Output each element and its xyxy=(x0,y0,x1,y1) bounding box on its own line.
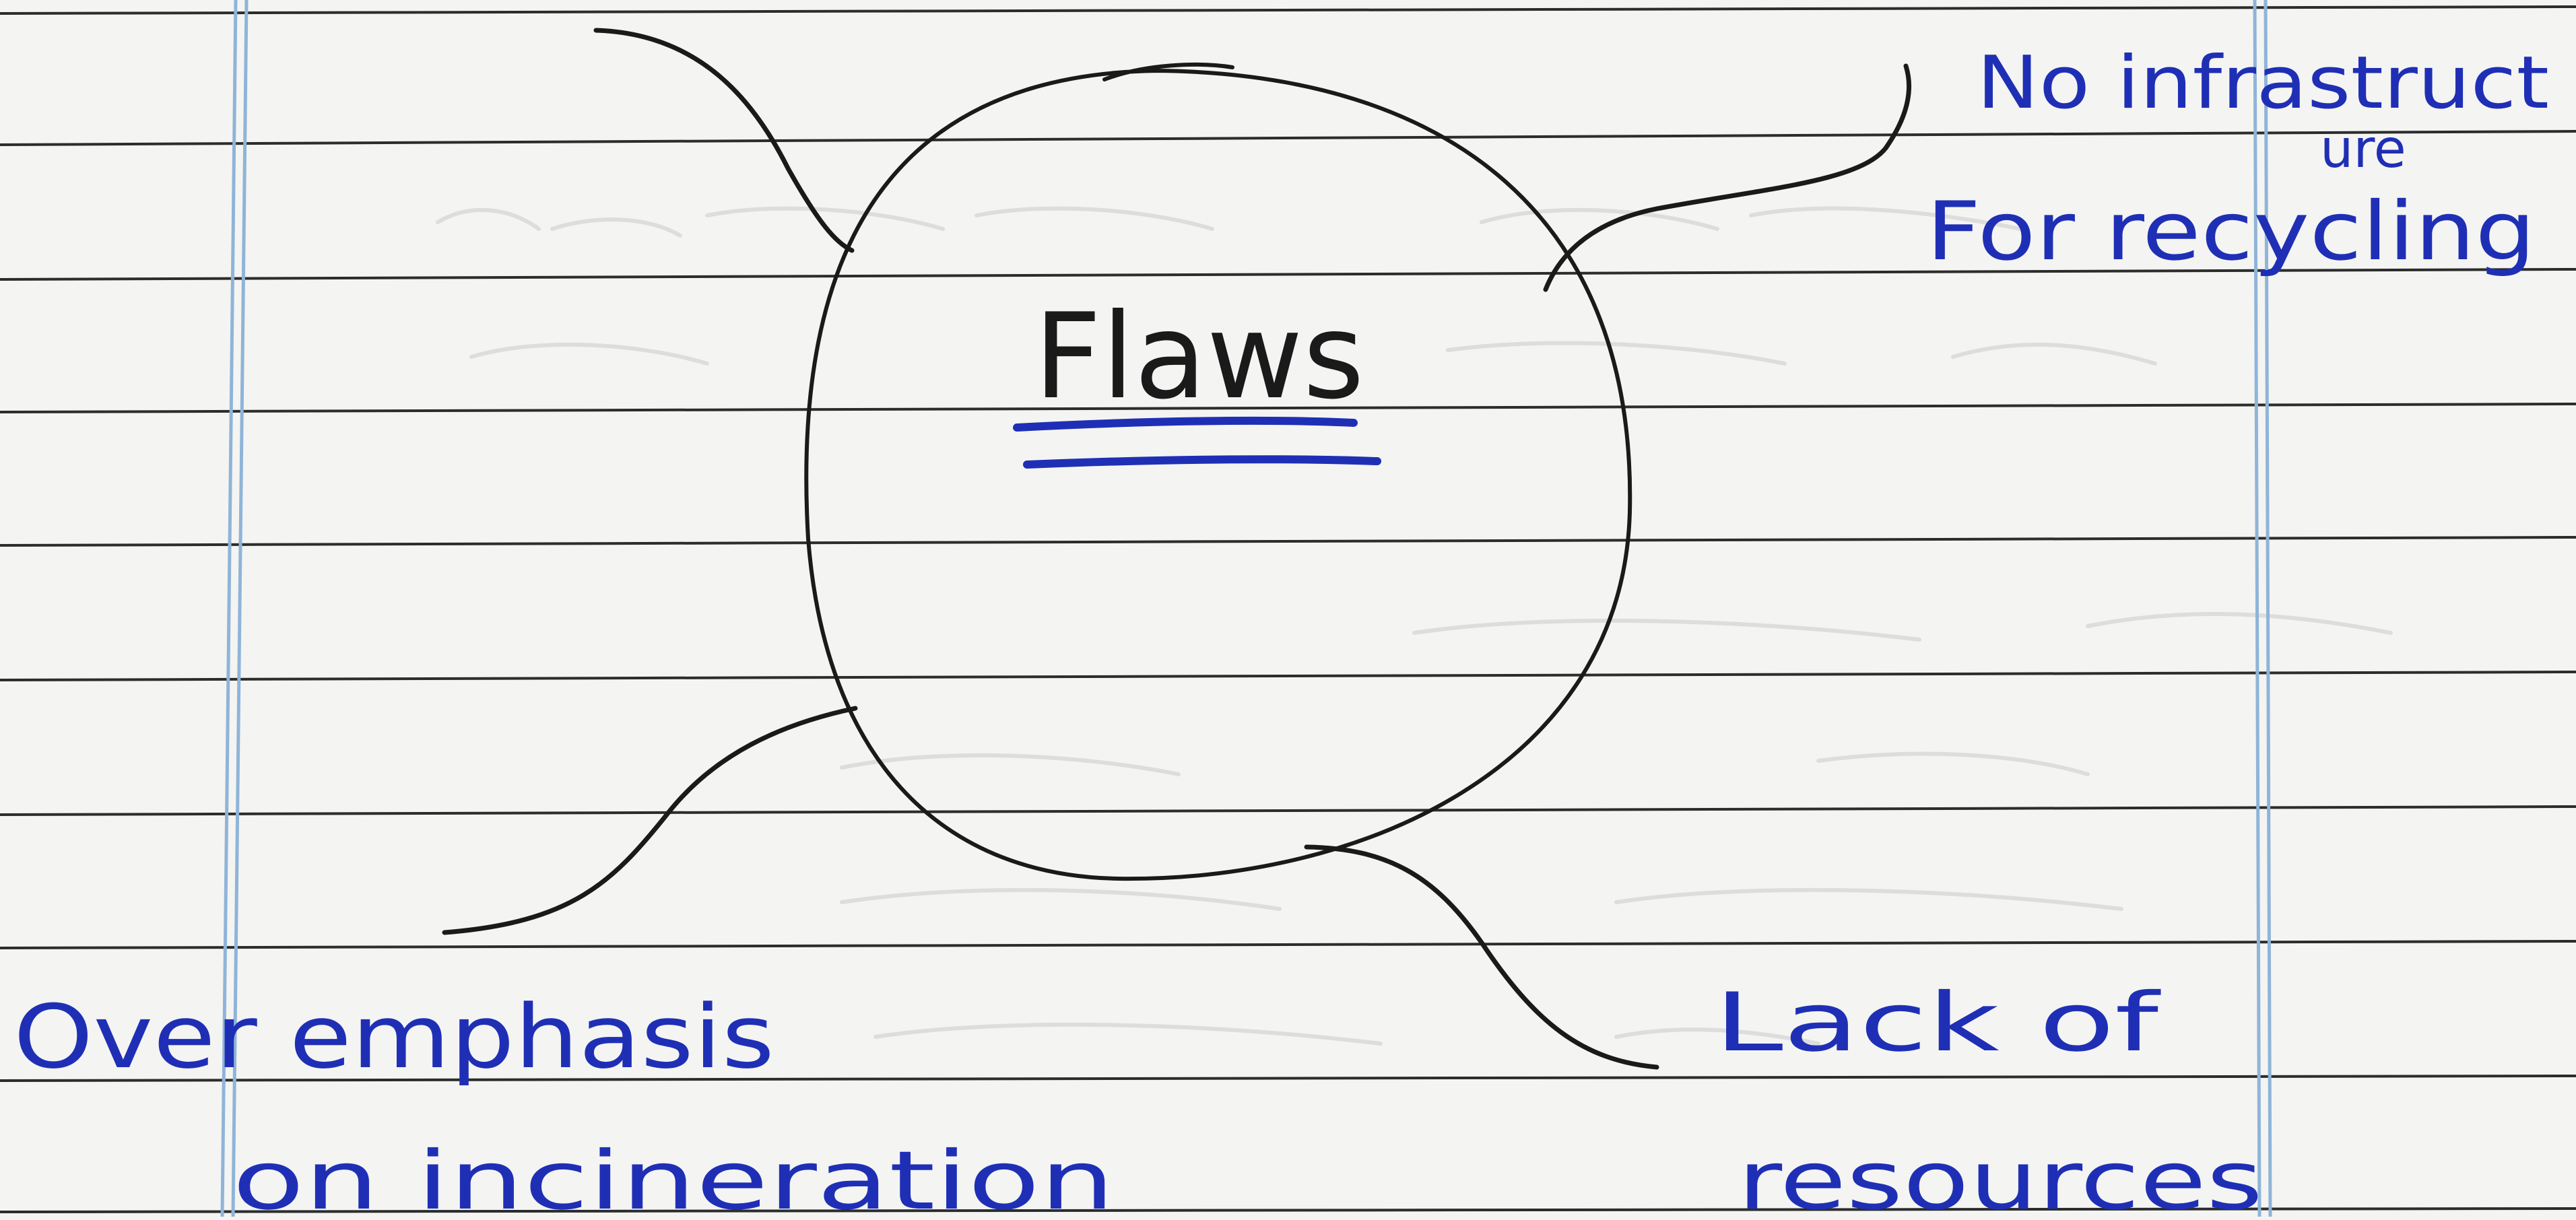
branch-label-top-right-sup: ure xyxy=(2320,119,2406,180)
branch-label-bottom-right-line1: Lack of xyxy=(1714,976,2162,1070)
branch-label-bottom-right-line2: resources xyxy=(1738,1134,2263,1217)
branch-label-top-right-line1: No infrastruct xyxy=(1977,41,2549,125)
center-title: Flaws xyxy=(1034,289,1364,426)
branch-label-bottom-left-line1: Over emphasis xyxy=(13,986,774,1088)
branch-label-top-right-line2: For recycling xyxy=(1926,185,2536,279)
branch-label-bottom-left-line2: on incineration xyxy=(232,1134,1115,1217)
